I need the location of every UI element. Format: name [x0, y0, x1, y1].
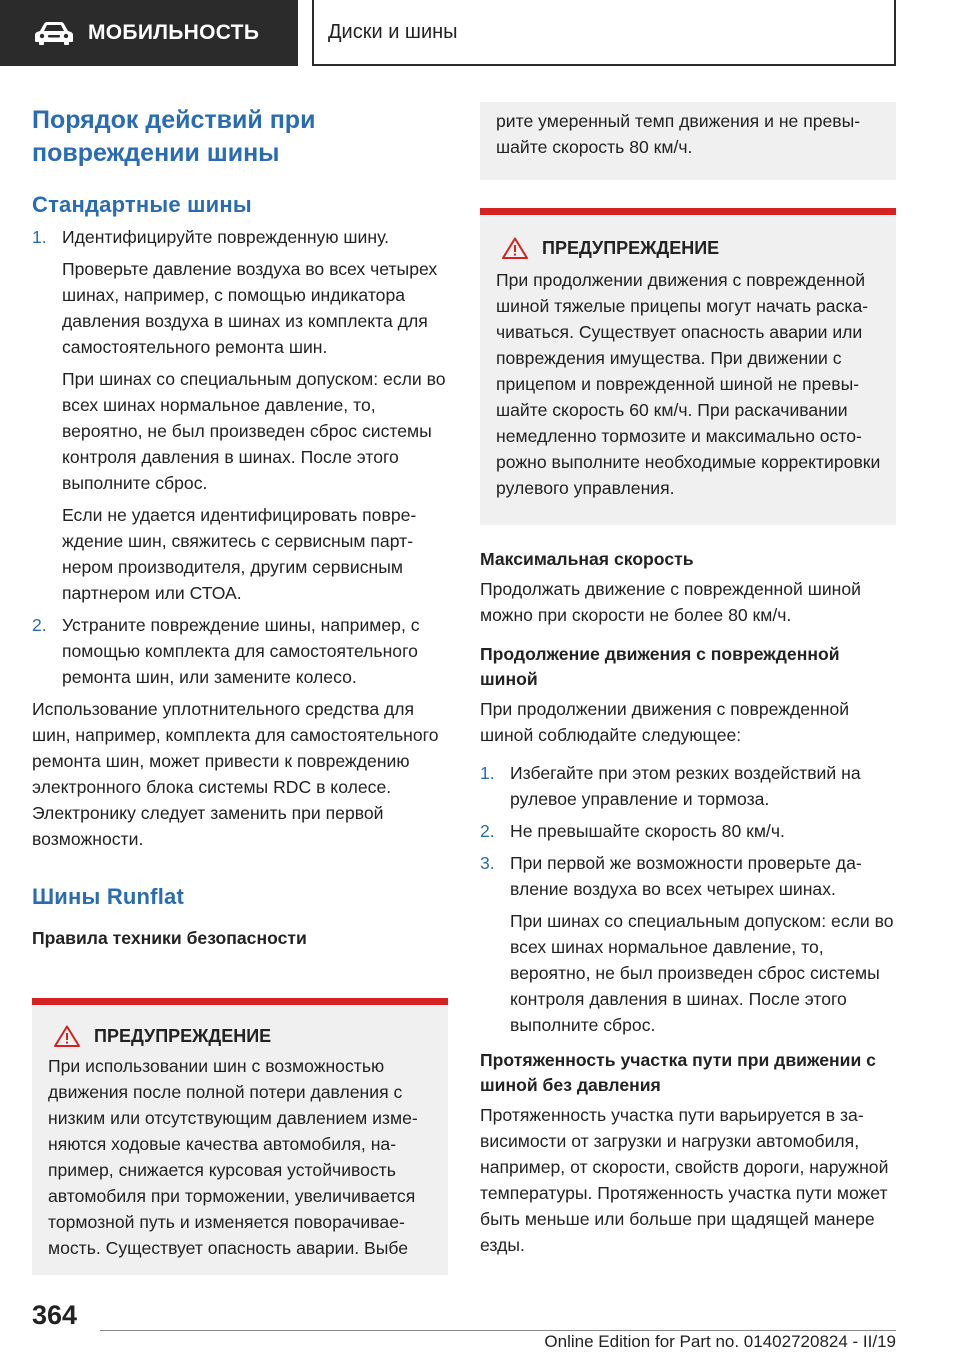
warning-continuation: [480, 102, 896, 180]
distance-heading: Протяженность участка пути при движении с шиной без давления: [480, 1050, 876, 1095]
warning-text: При использовании шин с возможностью движения после полной потери давления с низким или отсутствующим давлением изменяются ходовые качества автомобиля, например, снижается курсовая устойчивость автомобиля при торможении, увеличивается тормозной путь и изменяется поворачиваемость. Существует опасность аварии. Выбе: [48, 1056, 418, 1258]
warning-box-runflat: [32, 974, 448, 1258]
continue-driving-heading: Продолжение движения с поврежденной шиной: [480, 644, 840, 689]
damage-steps-list: [32, 224, 448, 690]
list-item: [480, 818, 896, 844]
page-header: [0, 0, 960, 66]
warning-triangle-icon: [502, 237, 528, 259]
runflat-heading: Шины Runflat: [32, 884, 184, 909]
step-number: 1.: [480, 763, 495, 783]
step-text: Не превышайте скорость 80 км/ч.: [510, 821, 785, 841]
right-column: [480, 102, 896, 1258]
warning-title: [48, 1025, 434, 1047]
edition-text: Online Edition for Part no. 01402720824 - II/19: [544, 1332, 896, 1351]
chapter-tab[interactable]: [312, 0, 896, 66]
step-text: Идентифицируйте поврежденную шину.: [62, 227, 389, 247]
warning-box-body: [32, 998, 448, 1275]
standard-tires-heading: Стандартные шины: [32, 192, 252, 217]
step-text: Избегайте при этом резких воздействий на рулевое управление и тормоза.: [510, 763, 861, 809]
continue-intro: При продолжении движения с поврежденной шиной соблюдайте следующее:: [480, 699, 850, 745]
step-number: 1.: [32, 227, 47, 247]
list-item: [480, 850, 896, 1038]
warning-title-text: ПРЕДУПРЕЖДЕНИЕ: [94, 1025, 272, 1046]
step-number: 2.: [480, 821, 495, 841]
continue-steps-list: [480, 760, 896, 1038]
step-text: Если не удается идентифицировать повреждение шин, свяжитесь с сервисным партнером производителя, другим сервисным партнером или СТОА.: [62, 505, 417, 603]
step-text: Устраните повреждение шины, например, с помощью комплекта для самостоятельного ремонта шин, или замените колесо.: [62, 615, 420, 687]
safety-heading: Правила техники безопасности: [32, 928, 307, 948]
step-text: При первой же возможности проверьте давление воздуха во всех четырех шинах.: [510, 853, 862, 899]
step-text: При шинах со специальным допуском: если во всех шинах нормальное давление, то, вероятно, не был произведен сброс системы контроля давления в шинах. После этого выполните сброс.: [510, 911, 894, 1035]
chapter-title: Диски и шины: [328, 20, 458, 43]
warning-box-trailer: [480, 208, 896, 525]
page-title: Порядок действий при повреждении шины: [32, 106, 316, 167]
list-item: [32, 224, 448, 606]
step-number: 3.: [480, 853, 495, 873]
list-item: [32, 612, 448, 690]
car-icon: [34, 21, 74, 45]
warning-continued-text: рите умеренный темп движения и не превышайте скорость 80 км/ч.: [496, 111, 861, 157]
section-tab[interactable]: [0, 0, 298, 66]
step-number: 2.: [32, 615, 47, 635]
warning-text: При продолжении движения с поврежденной шиной тяжелые прицепы могут начать раскачиваться. Существует опасность аварии или повреждения имущества. При движении с прицепом и поврежденной шиной не превышайте скорость 60 км/ч. При раскачивании немедленно тормозите и максимально осторожно выполните необходимые корректировки рулевого управления.: [496, 270, 881, 498]
step-text: При шинах со специальным допуском: если во всех шинах нормальное давление, то, вероятно, не был произведен сброс системы контроля давления в шинах. После этого выполните сброс.: [62, 369, 446, 493]
page-number: 364: [32, 1300, 78, 1330]
footer-divider: [100, 1330, 896, 1331]
section-title: МОБИЛЬНОСТЬ: [88, 21, 260, 44]
warning-title-text: ПРЕДУПРЕЖДЕНИЕ: [542, 238, 720, 258]
warning-title: [496, 235, 882, 261]
max-speed-text: Продолжать движение с поврежденной шиной можно при скорости не более 80 км/ч.: [480, 579, 861, 625]
step-text: Проверьте давление воздуха во всех четырех шинах, например, с помощью индикатора давления воздуха в шинах из комплекта для самостоятельного ремонта шин.: [62, 259, 438, 357]
distance-text: Протяженность участка пути варьируется в зависимости от загрузки и нагрузки автомобиля, например, от скорости, свойств дороги, наружной температуры. Протяженность участка пути может быть меньше или больше при щадящей манере езды.: [480, 1105, 889, 1255]
list-item: [480, 760, 896, 812]
left-column: [32, 102, 448, 951]
max-speed-heading: Максимальная скорость: [480, 549, 694, 569]
warning-triangle-icon: [54, 1025, 80, 1047]
sealant-note: Использование уплотнительного средства для шин, например, комплекта для самостоятельного ремонта шин, может привести к повреждению электронного блока системы RDC в колесе. Электронику следует заменить при первой возможности.: [32, 699, 439, 849]
